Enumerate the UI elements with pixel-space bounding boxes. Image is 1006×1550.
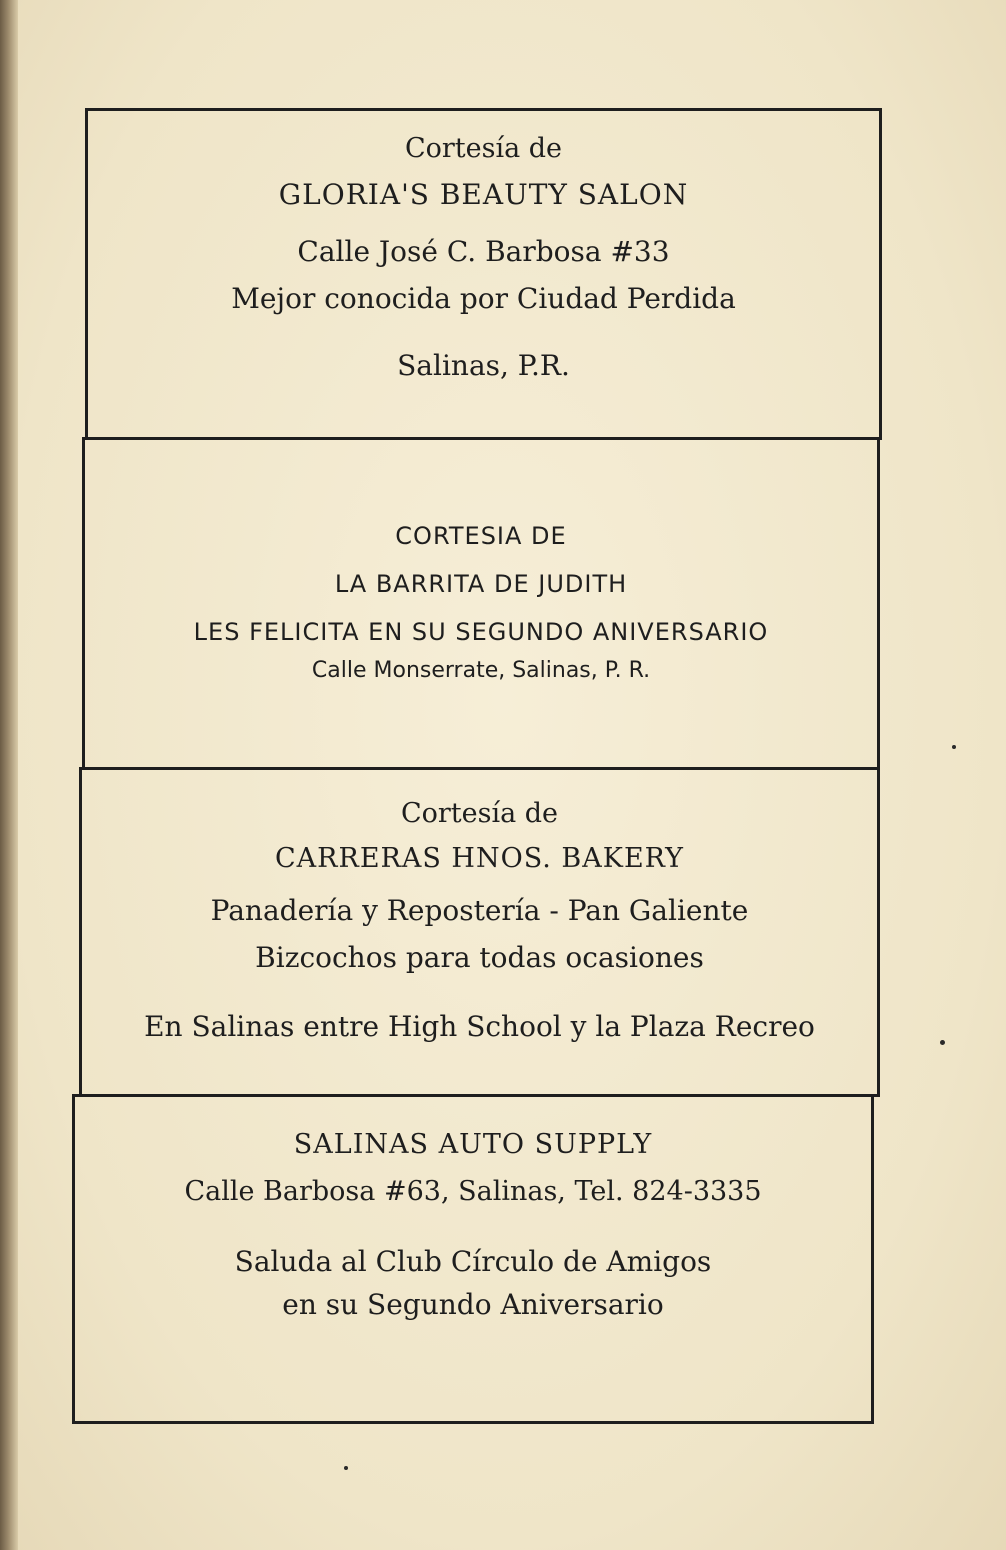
ad-tagline: Mejor conocida por Ciudad Perdida [231,282,736,315]
ad-business-name: CARRERAS HNOS. BAKERY [275,843,684,874]
advertisement-stack [76,108,880,1424]
ad-carreras-bakery [79,767,880,1097]
ink-speck [940,1040,945,1045]
ad-tagline: Bizcochos para todas ocasiones [255,941,704,974]
ad-location: Salinas, P.R. [397,349,570,382]
ad-courtesy-line: Cortesía de [400,798,559,829]
ad-courtesy-line: Cortesía de [404,133,563,164]
ad-business-name: GLORIA'S BEAUTY SALON [278,178,689,211]
ad-gloria-beauty-salon [85,108,882,440]
ad-address: Calle Barbosa #63, Salinas, Tel. 824-3335 [184,1176,762,1207]
book-spine-edge [0,0,18,1550]
ad-barrita-de-judith [82,437,880,770]
ad-greeting: LES FELICITA EN SU SEGUNDO ANIVERSARIO [193,618,769,646]
ad-address: Calle Monserrate, Salinas, P. R. [311,658,651,683]
ink-speck [952,745,956,749]
ad-business-name: SALINAS AUTO SUPPLY [293,1129,653,1160]
ad-greeting: Saluda al Club Círculo de Amigos [234,1245,712,1278]
ad-greeting-continued: en su Segundo Aniversario [282,1288,664,1321]
ad-address: Calle José C. Barbosa #33 [297,235,670,268]
ad-business-name: LA BARRITA DE JUDITH [334,570,628,598]
ad-products: Panadería y Repostería - Pan Galiente [210,894,749,927]
ink-speck [344,1466,348,1470]
ad-location: En Salinas entre High School y la Plaza Recreo [144,1010,815,1043]
ad-salinas-auto-supply [72,1094,874,1424]
ad-courtesy-line: CORTESIA DE [395,522,567,550]
